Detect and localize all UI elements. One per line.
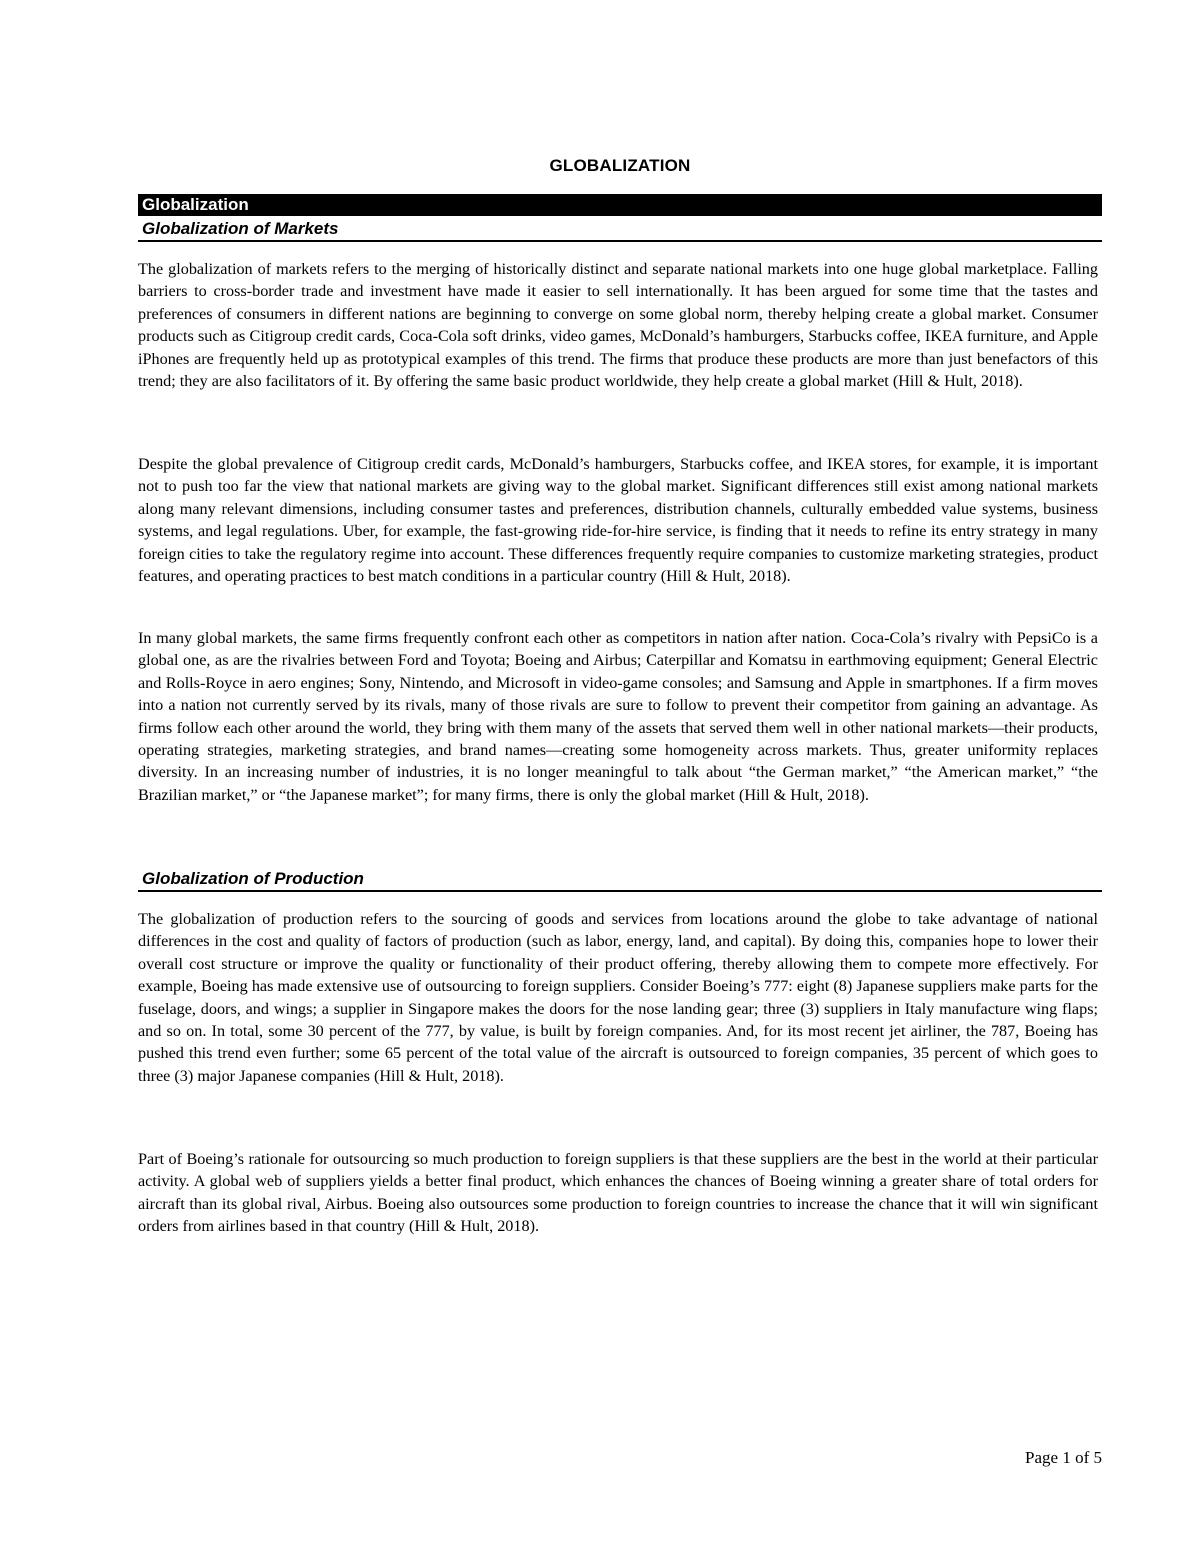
paragraph-production-1: The globalization of production refers to the sourcing of goods and services from locations around the globe to take advantage of national differences in the cost and quality of factors of production (such as labor, energy, land, and capital). By doing this, companies hope to lower their overall cost structure or improve the quality or functionality of their product offering, thereby allowing them to compete more effectively. For example, Boeing has made extensive use of outsourcing to foreign suppliers. Consider Boeing’s 777: eight (8) Japanese suppliers make parts for the fuselage, doors, and wings; a supplier in Singapore makes the doors for the nose landing gear; three (3) suppliers in Italy manufacture wing flaps; and so on. In total, some 30 percent of the 777, by value, is built by foreign companies. And, for its most recent jet airliner, the 787, Boeing has pushed this trend even further; some 65 percent of the total value of the aircraft is outsourced to foreign companies, 35 percent of which goes to three (3) major Japanese companies (Hill & Hult, 2018). — [138, 910, 1098, 1085]
page-number: Page 1 of 5 — [1025, 1448, 1102, 1467]
paragraph-markets-1: The globalization of markets refers to the merging of historically distinct and separate national markets into one huge global marketplace. Falling barriers to cross-border trade and investment have made it easier to sell internationally. It has been argued for some time that the tastes and preferences of consumers in different nations are beginning to converge on some global norm, thereby helping create a global market. Consumer products such as Citigroup credit cards, Coca-Cola soft drinks, video games, McDonald’s hamburgers, Starbucks coffee, IKEA furniture, and Apple iPhones are frequently held up as prototypical examples of this trend. The firms that produce these products are more than just benefactors of this trend; they are also facilitators of it. By offering the same basic product worldwide, they help create a global market (Hill & Hult, 2018). — [138, 260, 1098, 391]
subsection-heading-markets: Globalization of Markets — [138, 218, 1102, 242]
paragraph-production-2: Part of Boeing’s rationale for outsourcing so much production to foreign suppliers is that these suppliers are the best in the world at their particular activity. A global web of suppliers yields a better final product, which enhances the chances of Boeing winning a greater share of total orders for aircraft than its global rival, Airbus. Boeing also outsources some production to foreign countries to increase the chance that it will win significant orders from airlines based in that country (Hill & Hult, 2018). — [138, 1150, 1098, 1236]
paragraph-markets-2: Despite the global prevalence of Citigroup credit cards, McDonald’s hamburgers, Starbucks coffee, and IKEA stores, for example, it is important not to push too far the view that national markets are giving way to the global market. Significant differences still exist among national markets along many relevant dimensions, including consumer tastes and preferences, distribution channels, culturally embedded value systems, business systems, and legal regulations. Uber, for example, the fast-growing ride-for-hire service, is finding that it needs to refine its entry strategy in many foreign cities to take the regulatory regime into account. These differences frequently require companies to customize marketing strategies, product features, and operating practices to best match conditions in a particular country (Hill & Hult, 2018). — [138, 455, 1098, 586]
subsection-heading-production: Globalization of Production — [138, 868, 1102, 892]
paragraph-markets-3: In many global markets, the same firms frequently confront each other as competitors in nation after nation. Coca-Cola’s rivalry with PepsiCo is a global one, as are the rivalries between Ford and Toyota; Boeing and Airbus; Caterpillar and Komatsu in earthmoving equipment; General Electric and Rolls-Royce in aero engines; Sony, Nintendo, and Microsoft in video-game consoles; and Samsung and Apple in smartphones. If a firm moves into a nation not currently served by its rivals, many of those rivals are sure to follow to prevent their competitor from gaining an advantage. As firms follow each other around the world, they bring with them many of the assets that served them well in other national markets—their products, operating strategies, marketing strategies, and brand names—creating some homogeneity across markets. Thus, greater uniformity replaces diversity. In an increasing number of industries, it is no longer meaningful to talk about “the German market,” “the American market,” “the Brazilian market,” or “the Japanese market”; for many firms, there is only the global market (Hill & Hult, 2018). — [138, 629, 1098, 804]
document-title: GLOBALIZATION — [549, 156, 691, 175]
section-heading: Globalization — [138, 194, 1102, 216]
